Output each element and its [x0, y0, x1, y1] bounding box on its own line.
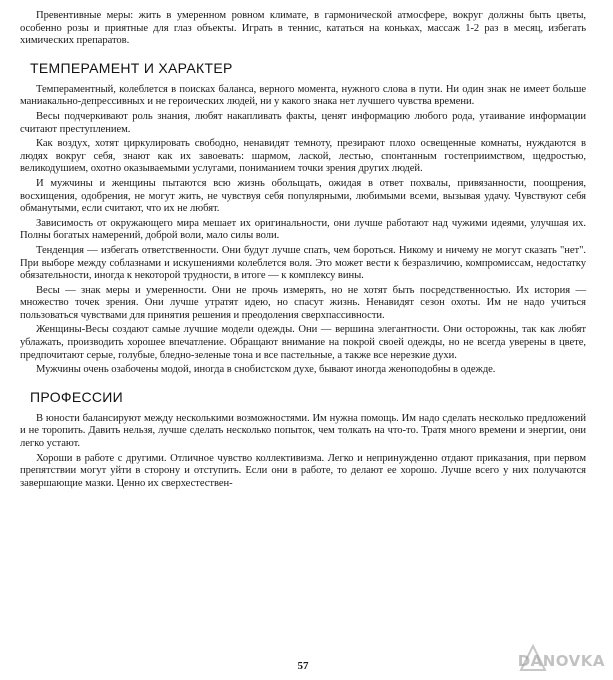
paragraph: Тенденция — избегать ответственности. Они будут лучше спать, чем бороться. Никому и ничему не могут сказать "нет". При выборе между соблазнами и искушениями колеблется воля. Это может вести к безразличию, компромиссам, недостатку обязательности, иногда к некоторой трудности, в итоге — к комплексу вины.	[20, 244, 586, 282]
book-page	[20, 10, 586, 674]
paragraph: И мужчины и женщины пытаются всю жизнь обольщать, ожидая в ответ похвалы, привязанности, поощрения, восхищения, одобрения, не могут жить, не чувствуя себя популярными, любимыми всеми, вызывая удачу. Чувствуют себя обманутыми, если считают, что их не любят.	[20, 177, 586, 215]
paragraph: Женщины-Весы создают самые лучшие модели одежды. Они — вершина элегантности. Они осторожны, так как любят ублажать, производить хорошее впечатление. Обращают внимание на покрой своей одежды, но не всегда уверены в цвете, предпочитают серые, голубые, бледно-зеленые тона и все пастельные, а также все нерезкие духи.	[20, 324, 586, 361]
watermark-text: DANOVKA	[517, 652, 605, 670]
intro-paragraph: Превентивные меры: жить в умеренном ровном климате, в гармонической атмосфере, вокруг должны быть цветы, особенно розы и приятные для глаз объекты. Играть в теннис, кататься на коньках, массаж 1-2 раз в месяц, избегать химических препаратов.	[20, 10, 586, 47]
paragraph: Мужчины очень озабочены модой, иногда в снобистском духе, бывают иногда женоподобны в одежде.	[36, 364, 496, 376]
paragraph: Зависимость от окружающего мира мешает их оригинальности, они лучше работают над чужими идеями, улучшая их. Полны богатых намерений, доброй воли, мало силы воли.	[20, 217, 586, 242]
paragraph: Весы — знак меры и умеренности. Они не прочь измерять, но не хотят быть посредственностью. Их история — множество точек зрения. Они лучше утратят идею, но спасут жизнь. Ненавидят сезон охоты. Им не надо учиться пользоваться чувствами для принятия решения и преодоления сверхпассивности.	[20, 284, 586, 321]
section-heading-professions: ПРОФЕССИИ	[30, 388, 124, 405]
paragraph: Темпераментный, колеблется в поисках баланса, верного момента, нужного слова в пути. Ни один знак не имеет больше маниакально-депрессивных и не героических людей, ни у какого знака нет лучшего чувства времени.	[20, 83, 586, 108]
page-number: 57	[297, 660, 309, 672]
paragraph: Хороши в работе с другими. Отличное чувство коллективизма. Легко и непринужденно отдают приказания, при первом препятствии могут уйти в сторону и отступить. Если они в работе, то делают ее хорошо. Лучше всего у них получаются завершающие мазки. Ценно их сверхестествен-	[20, 452, 586, 489]
paragraph: В юности балансируют между несколькими возможностями. Им нужна помощь. Им надо сделать несколько предложений и не торопить. Давить нельзя, лучше сделать несколько попыток, чем толкать на что-то. Тратя много времени и энергии, они легко устают.	[20, 412, 586, 450]
section-heading-temperament: ТЕМПЕРАМЕНТ И ХАРАКТЕР	[30, 59, 233, 76]
paragraph: Как воздух, хотят циркулировать свободно, ненавидят темноту, презирают плохо освещенные комнаты, нуждаются в людях вокруг себя, знают как их завоевать: шармом, лаской, лестью, спонтанным гостеприимством, щедростью, великодушием, охотно оказываемыми услугами, пониманием точки зрения других людей.	[20, 138, 586, 175]
paragraph: Весы подчеркивают роль знания, любят накапливать факты, ценят информацию любого рода, утаивание информации считают преступлением.	[20, 110, 586, 135]
